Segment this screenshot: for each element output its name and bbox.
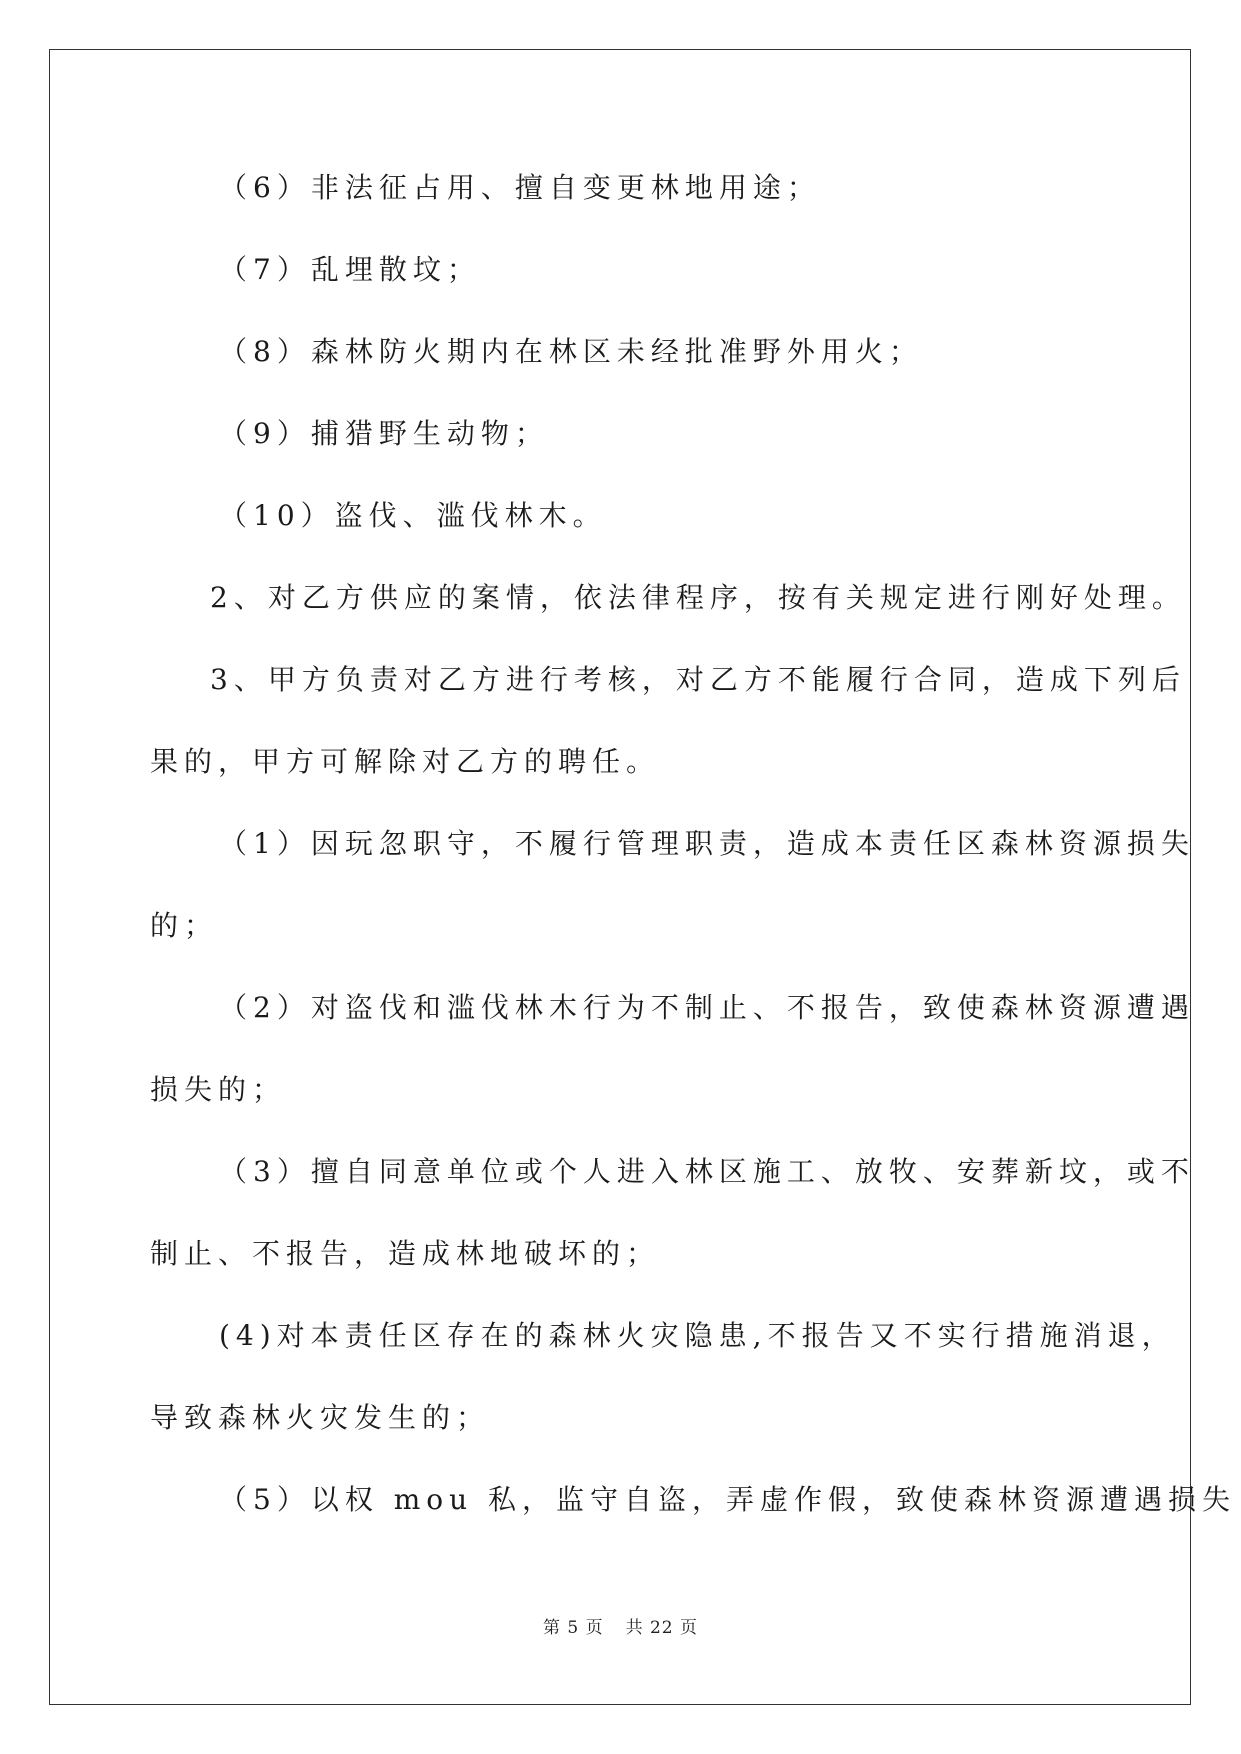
paragraph-line: （7）乱埋散坟； <box>219 253 481 286</box>
paragraph-line: 果的，甲方可解除对乙方的聘任。 <box>150 745 661 778</box>
paragraph-line: （2）对盗伐和滥伐林木行为不制止、不报告，致使森林资源遭遇 <box>219 991 1195 1024</box>
paragraph-line: 的； <box>150 909 219 942</box>
paragraph-line: 3、甲方负责对乙方进行考核，对乙方不能履行合同，造成下列后 <box>210 663 1186 696</box>
paragraph-line: (4)对本责任区存在的森林火灾隐患,不报告又不实行措施消退， <box>219 1319 1176 1352</box>
paragraph-line: （1）因玩忽职守，不履行管理职责，造成本责任区森林资源损失 <box>219 827 1195 860</box>
paragraph-line: 导致森林火灾发生的； <box>150 1401 491 1434</box>
paragraph-line: （10）盗伐、滥伐林木。 <box>219 499 607 532</box>
page-footer <box>0 1613 1241 1638</box>
page-total: 共 22 页 <box>625 1618 699 1638</box>
paragraph-line: （3）擅自同意单位或个人进入林区施工、放牧、安葬新坟，或不 <box>219 1155 1195 1188</box>
paragraph-line: （8）森林防火期内在林区未经批准野外用火； <box>219 335 923 368</box>
paragraph-line: 损失的； <box>150 1073 287 1106</box>
page-border <box>49 49 1191 1705</box>
paragraph-line: （9）捕猎野生动物； <box>219 417 549 450</box>
page-number: 第 5 页 <box>542 1618 604 1638</box>
paragraph-line: （5）以权 mou 私，监守自盗，弄虚作假，致使森林资源遭遇损失 <box>219 1483 1237 1516</box>
paragraph-line: 2、对乙方供应的案情，依法律程序，按有关规定进行刚好处理。 <box>210 581 1186 614</box>
paragraph-line: （6）非法征占用、擅自变更林地用途； <box>219 171 821 204</box>
paragraph-line: 制止、不报告，造成林地破坏的； <box>150 1237 661 1270</box>
